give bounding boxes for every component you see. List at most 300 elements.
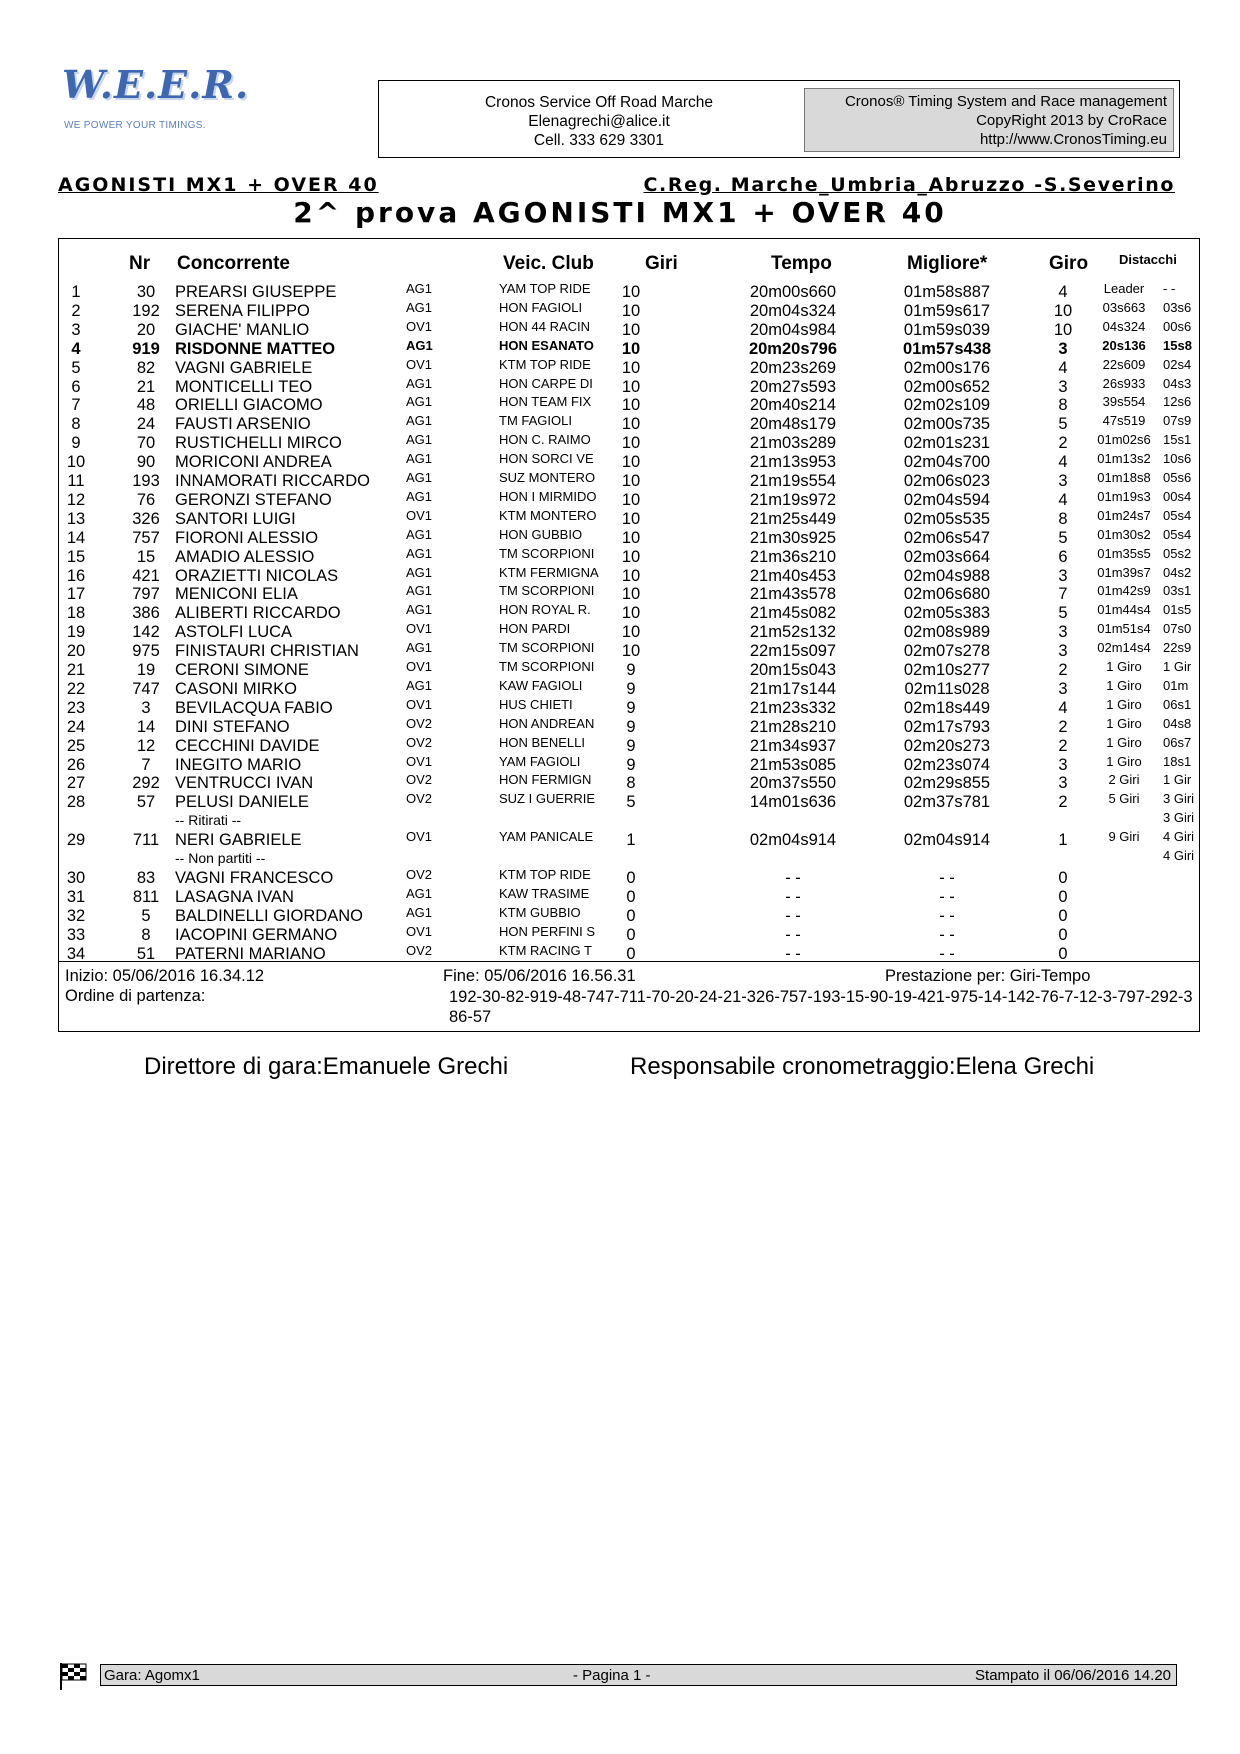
table-row bbox=[59, 696, 1199, 717]
row-position: 2 bbox=[71, 301, 81, 320]
section-label: -- Ritirati -- bbox=[175, 812, 242, 829]
row-position: 9 bbox=[71, 434, 81, 453]
row-gap-prev: 10s6 bbox=[1163, 451, 1192, 467]
row-best-lap: 3 bbox=[1058, 566, 1068, 585]
row-best-time: 01m59s617 bbox=[903, 301, 991, 320]
system-line: CopyRight 2013 by CroRace bbox=[976, 112, 1167, 129]
row-best-time: 02m05s383 bbox=[903, 604, 991, 623]
row-position: 25 bbox=[66, 736, 86, 755]
row-time: 21m30s925 bbox=[749, 528, 837, 547]
row-gap-prev: 07s9 bbox=[1163, 413, 1192, 429]
row-team: HON PERFINI S bbox=[499, 923, 596, 939]
footer-printed: Stampato il 06/06/2016 14.20 bbox=[975, 1667, 1171, 1684]
row-time: - - bbox=[785, 868, 801, 887]
row-number: 30 bbox=[136, 283, 156, 301]
row-team: HON ESANATO bbox=[499, 337, 594, 353]
row-best-lap: 6 bbox=[1058, 547, 1068, 566]
row-gap-leader: 01m18s8 bbox=[1097, 470, 1151, 485]
row-time: 20m00s660 bbox=[749, 283, 837, 301]
row-best-lap: 4 bbox=[1058, 283, 1068, 301]
row-class: OV1 bbox=[406, 923, 433, 939]
row-laps: 10 bbox=[621, 585, 641, 604]
row-best-lap: 1 bbox=[1058, 831, 1068, 850]
row-class: AG1 bbox=[406, 281, 433, 296]
row-best-time: 02m06s680 bbox=[903, 585, 991, 604]
row-rider: MORICONI ANDREA bbox=[175, 453, 332, 472]
row-best-lap: 7 bbox=[1058, 585, 1068, 604]
row-position: 20 bbox=[66, 642, 86, 661]
row-class: OV2 bbox=[406, 734, 433, 750]
row-best-lap: 8 bbox=[1058, 396, 1068, 415]
row-number: 20 bbox=[136, 320, 156, 339]
row-position: 26 bbox=[66, 755, 86, 774]
table-row bbox=[59, 866, 1199, 887]
row-gap-leader: 1 Giro bbox=[1106, 753, 1142, 769]
row-position: 12 bbox=[66, 490, 86, 509]
row-position: 3 bbox=[71, 320, 81, 339]
row-laps: 9 bbox=[626, 661, 636, 679]
row-number: 421 bbox=[132, 566, 160, 585]
row-time: - - bbox=[785, 887, 801, 906]
row-time: 22m15s097 bbox=[749, 642, 837, 661]
row-position: 28 bbox=[66, 793, 86, 812]
table-row bbox=[59, 677, 1199, 698]
table-row bbox=[59, 885, 1199, 906]
row-best-lap: 4 bbox=[1058, 358, 1068, 377]
checkered-flag-icon bbox=[58, 1661, 88, 1691]
organizer-line: Elenagrechi@alice.it bbox=[528, 113, 670, 130]
row-gap-prev: 02s4 bbox=[1163, 356, 1192, 372]
row-position: 10 bbox=[66, 453, 86, 472]
section-label: -- Non partiti -- bbox=[175, 850, 266, 866]
row-gap-prev: 05s6 bbox=[1163, 470, 1192, 485]
row-best-lap: 2 bbox=[1058, 736, 1068, 755]
table-row bbox=[59, 337, 1199, 358]
row-time: 21m13s953 bbox=[749, 453, 837, 472]
row-position: 8 bbox=[71, 415, 81, 434]
row-best-time: 02m10s277 bbox=[903, 661, 991, 679]
row-gap-prev: 05s4 bbox=[1163, 507, 1192, 523]
row-number: 83 bbox=[136, 868, 156, 887]
row-gap-prev: 1 Gir bbox=[1163, 772, 1192, 788]
row-laps: 9 bbox=[626, 698, 636, 717]
row-gap-leader: 01m44s4 bbox=[1097, 602, 1151, 618]
table-row bbox=[59, 283, 1199, 301]
row-rider: GERONZI STEFANO bbox=[175, 490, 332, 509]
row-team: SUZ I GUERRIE bbox=[499, 791, 596, 807]
row-best-time: 02m01s231 bbox=[903, 434, 991, 453]
row-best-lap: 2 bbox=[1058, 793, 1068, 812]
table-row bbox=[59, 585, 1199, 603]
row-best-lap: 5 bbox=[1058, 528, 1068, 547]
row-best-time: 02m06s547 bbox=[903, 528, 991, 547]
row-time: - - bbox=[785, 906, 801, 925]
row-number: 192 bbox=[132, 301, 160, 320]
row-class: AG1 bbox=[406, 394, 433, 410]
row-time: 20m23s269 bbox=[749, 358, 837, 377]
row-laps: 10 bbox=[621, 415, 641, 434]
row-rider: NERI GABRIELE bbox=[175, 831, 302, 850]
row-gap-prev: 04s8 bbox=[1163, 715, 1192, 731]
row-laps: 0 bbox=[626, 868, 636, 887]
table-row bbox=[59, 942, 1199, 963]
row-team: KTM GUBBIO bbox=[499, 904, 581, 920]
row-gap-leader: 2 Giri bbox=[1108, 772, 1140, 788]
row-rider: LASAGNA IVAN bbox=[175, 887, 294, 906]
row-rider: MENICONI ELIA bbox=[175, 585, 298, 604]
row-gap-leader: 02m14s4 bbox=[1097, 640, 1151, 656]
row-best-time: 02m20s273 bbox=[903, 736, 991, 755]
row-team: HON SORCI VE bbox=[499, 451, 594, 467]
row-position: 31 bbox=[66, 887, 86, 906]
row-best-time: 02m29s855 bbox=[903, 774, 991, 793]
row-team: TM SCORPIONI bbox=[499, 545, 595, 561]
row-time: 21m17s144 bbox=[749, 679, 837, 698]
row-laps: 10 bbox=[621, 547, 641, 566]
row-best-lap: 2 bbox=[1058, 717, 1068, 736]
row-gap-leader: 1 Giro bbox=[1106, 677, 1142, 693]
row-gap-leader: 9 Giri bbox=[1108, 829, 1140, 845]
table-row bbox=[59, 526, 1199, 547]
row-gap-prev: 05s4 bbox=[1163, 526, 1192, 542]
logo-tagline: WE POWER YOUR TIMINGS. bbox=[64, 120, 206, 131]
table-row bbox=[59, 396, 1199, 414]
row-team: HON FERMIGN bbox=[499, 772, 592, 788]
row-gap-leader: 01m42s9 bbox=[1097, 583, 1151, 599]
row-gap-prev: 03s6 bbox=[1163, 299, 1192, 315]
table-row bbox=[59, 904, 1199, 925]
row-number: 811 bbox=[132, 887, 160, 906]
table-row bbox=[59, 831, 1199, 849]
table-row bbox=[59, 453, 1199, 471]
row-time: - - bbox=[785, 944, 801, 963]
row-gap-prev: 06s7 bbox=[1163, 734, 1192, 750]
table-row bbox=[59, 299, 1199, 320]
row-best-lap: 0 bbox=[1058, 906, 1068, 925]
row-class: AG1 bbox=[406, 545, 433, 561]
section-row bbox=[59, 812, 1199, 830]
row-rider: VAGNI GABRIELE bbox=[175, 358, 313, 377]
row-gap-leader: 01m13s2 bbox=[1097, 451, 1151, 467]
row-laps: 1 bbox=[626, 831, 636, 850]
header-best-lap: Giro bbox=[1049, 253, 1089, 274]
row-team: KTM TOP RIDE bbox=[499, 356, 591, 372]
row-gap-prev: 18s1 bbox=[1163, 753, 1192, 769]
row-team: YAM TOP RIDE bbox=[499, 281, 591, 296]
row-time: 20m04s324 bbox=[749, 301, 837, 320]
row-team: HON ANDREAN bbox=[499, 715, 595, 731]
row-best-lap: 0 bbox=[1058, 944, 1068, 963]
row-time: 21m43s578 bbox=[749, 585, 837, 604]
row-team: YAM FAGIOLI bbox=[499, 753, 581, 769]
row-time: 21m34s937 bbox=[749, 736, 837, 755]
row-position: 27 bbox=[66, 774, 86, 793]
system-line: http://www.CronosTiming.eu bbox=[979, 131, 1167, 148]
row-position: 15 bbox=[66, 547, 86, 566]
row-number: 12 bbox=[136, 736, 156, 755]
row-gap-prev: 4 Giri bbox=[1163, 829, 1195, 845]
row-team: TM SCORPIONI bbox=[499, 640, 595, 656]
row-time: 21m23s332 bbox=[749, 698, 837, 717]
row-best-lap: 10 bbox=[1053, 301, 1073, 320]
row-position: 22 bbox=[66, 679, 86, 698]
row-laps: 10 bbox=[621, 490, 641, 509]
row-gap-leader: 20s136 bbox=[1102, 337, 1146, 353]
row-number: 15 bbox=[136, 547, 156, 566]
row-number: 757 bbox=[132, 528, 160, 547]
row-rider: CERONI SIMONE bbox=[175, 661, 309, 679]
row-team: HON C. RAIMO bbox=[499, 432, 591, 448]
row-time: 20m37s550 bbox=[749, 774, 837, 793]
row-class: OV1 bbox=[406, 829, 433, 845]
logo-brand: W.E.E.R. bbox=[62, 62, 250, 107]
row-rider: INNAMORATI RICCARDO bbox=[175, 472, 370, 490]
row-rider: ASTOLFI LUCA bbox=[175, 623, 293, 642]
row-number: 193 bbox=[132, 472, 160, 490]
row-time: 21m36s210 bbox=[749, 547, 837, 566]
row-gap-prev: 05s2 bbox=[1163, 545, 1192, 561]
header-time: Tempo bbox=[771, 253, 832, 274]
row-gap-prev: 3 Giri bbox=[1163, 810, 1195, 826]
row-team: TM SCORPIONI bbox=[499, 659, 595, 674]
row-best-time: 02m18s449 bbox=[903, 698, 991, 717]
row-time: 14m01s636 bbox=[749, 793, 837, 812]
row-position: 6 bbox=[71, 377, 81, 396]
footer-page: - Pagina 1 - bbox=[573, 1667, 651, 1684]
row-laps: 10 bbox=[621, 528, 641, 547]
row-number: 386 bbox=[132, 604, 160, 623]
row-gap-prev: 15s8 bbox=[1163, 337, 1192, 353]
row-rider: RISDONNE MATTEO bbox=[175, 339, 336, 358]
row-team: KTM FERMIGNA bbox=[499, 564, 599, 580]
row-number: 57 bbox=[136, 793, 156, 812]
row-position: 19 bbox=[66, 623, 86, 642]
table-row bbox=[59, 375, 1199, 396]
row-position: 7 bbox=[71, 396, 81, 415]
race-director: Direttore di gara:Emanuele Grechi bbox=[144, 1053, 509, 1080]
table-row bbox=[59, 734, 1199, 755]
row-laps: 9 bbox=[626, 736, 636, 755]
row-team: HON CARPE DI bbox=[499, 375, 593, 391]
row-laps: 10 bbox=[621, 509, 641, 528]
row-time: 21m25s449 bbox=[749, 509, 837, 528]
row-gap-leader: 1 Giro bbox=[1106, 734, 1142, 750]
row-laps: 0 bbox=[626, 887, 636, 906]
row-rider: ORIELLI GIACOMO bbox=[175, 396, 323, 415]
row-gap-prev: 00s6 bbox=[1163, 318, 1192, 334]
row-best-lap: 8 bbox=[1058, 509, 1068, 528]
header-best: Migliore* bbox=[907, 253, 988, 274]
row-laps: 5 bbox=[626, 793, 636, 812]
row-laps: 10 bbox=[621, 320, 641, 339]
row-rider: INEGITO MARIO bbox=[175, 755, 302, 774]
row-best-lap: 3 bbox=[1058, 755, 1068, 774]
row-rider: CECCHINI DAVIDE bbox=[175, 736, 320, 755]
timing-system-box bbox=[804, 88, 1174, 152]
section-row bbox=[59, 850, 1199, 868]
row-gap-prev: 4 Giri bbox=[1163, 848, 1195, 863]
location-title: C.Reg. Marche_Umbria_Abruzzo -S.Severino bbox=[643, 174, 1175, 196]
row-gap-leader: 5 Giri bbox=[1108, 791, 1140, 807]
row-class: AG1 bbox=[406, 564, 433, 580]
row-rider: AMADIO ALESSIO bbox=[175, 547, 315, 566]
row-laps: 0 bbox=[626, 944, 636, 963]
row-class: OV1 bbox=[406, 507, 433, 523]
row-team: HUS CHIETI bbox=[499, 696, 573, 712]
row-best-time: 02m11s028 bbox=[904, 679, 990, 698]
row-team: TM FAGIOLI bbox=[499, 413, 572, 429]
row-best-lap: 0 bbox=[1058, 868, 1068, 887]
row-laps: 10 bbox=[621, 453, 641, 472]
row-team: HON PARDI bbox=[499, 621, 571, 637]
system-line: Cronos® Timing System and Race management bbox=[844, 93, 1167, 110]
row-laps: 10 bbox=[621, 339, 641, 358]
row-rider: ORAZIETTI NICOLAS bbox=[175, 566, 339, 585]
row-time: 21m03s289 bbox=[749, 434, 837, 453]
table-row bbox=[59, 488, 1199, 509]
row-class: AG1 bbox=[406, 677, 433, 693]
row-laps: 10 bbox=[621, 301, 641, 320]
row-best-lap: 3 bbox=[1058, 472, 1068, 490]
row-team: HON TEAM FIX bbox=[499, 394, 592, 410]
row-team: KAW TRASIME bbox=[499, 885, 590, 901]
row-team: HON BENELLI bbox=[499, 734, 585, 750]
row-best-lap: 3 bbox=[1058, 377, 1068, 396]
row-number: 7 bbox=[141, 755, 151, 774]
row-best-time: 01m58s887 bbox=[903, 283, 991, 301]
row-rider: PREARSI GIUSEPPE bbox=[175, 283, 337, 301]
row-class: OV2 bbox=[406, 791, 433, 807]
table-row bbox=[59, 415, 1199, 433]
row-class: OV2 bbox=[406, 715, 433, 731]
row-number: 76 bbox=[136, 490, 156, 509]
row-gap-leader: 39s554 bbox=[1102, 394, 1146, 410]
row-class: OV1 bbox=[406, 696, 433, 712]
row-time: 21m19s972 bbox=[749, 490, 837, 509]
row-best-time: 02m37s781 bbox=[903, 793, 991, 812]
row-number: 48 bbox=[136, 396, 156, 415]
row-class: OV1 bbox=[406, 621, 433, 637]
row-gap-prev: 3 Giri bbox=[1163, 791, 1195, 807]
row-best-lap: 3 bbox=[1058, 339, 1068, 358]
row-team: HON 44 RACIN bbox=[499, 318, 591, 334]
row-team: KTM RACING T bbox=[499, 942, 592, 958]
row-best-lap: 3 bbox=[1058, 642, 1068, 661]
row-time: 20m04s984 bbox=[749, 320, 837, 339]
row-laps: 10 bbox=[621, 604, 641, 623]
row-class: AG1 bbox=[406, 432, 433, 448]
row-best-time: 02m00s652 bbox=[903, 377, 991, 396]
table-row bbox=[59, 753, 1199, 774]
row-team: HON FAGIOLI bbox=[499, 299, 583, 315]
row-best-lap: 3 bbox=[1058, 679, 1068, 698]
row-best-time: - - bbox=[939, 887, 955, 906]
row-class: OV1 bbox=[406, 659, 433, 674]
row-number: 8 bbox=[141, 925, 151, 944]
row-class: AG1 bbox=[406, 526, 433, 542]
row-time: 21m40s453 bbox=[749, 566, 837, 585]
row-best-lap: 4 bbox=[1058, 698, 1068, 717]
row-best-time: 02m05s535 bbox=[903, 509, 991, 528]
row-best-lap: 0 bbox=[1058, 925, 1068, 944]
row-team: TM SCORPIONI bbox=[499, 583, 595, 599]
row-class: AG1 bbox=[406, 451, 433, 467]
row-team: KAW FAGIOLI bbox=[499, 677, 583, 693]
row-position: 16 bbox=[66, 566, 86, 585]
row-number: 19 bbox=[136, 661, 156, 679]
row-gap-leader: 1 Giro bbox=[1106, 715, 1142, 731]
row-best-lap: 3 bbox=[1058, 774, 1068, 793]
header-nr: Nr bbox=[129, 253, 151, 274]
row-time: - - bbox=[785, 925, 801, 944]
row-gap-prev: 04s3 bbox=[1163, 375, 1192, 391]
row-rider: FIORONI ALESSIO bbox=[175, 528, 319, 547]
row-time: 02m04s914 bbox=[749, 831, 837, 850]
row-gap-prev: - - bbox=[1163, 281, 1176, 296]
row-time: 21m53s085 bbox=[749, 755, 837, 774]
row-gap-leader: 01m30s2 bbox=[1097, 526, 1151, 542]
row-class: AG1 bbox=[406, 885, 433, 901]
table-row bbox=[59, 623, 1199, 641]
row-rider: CASONI MIRKO bbox=[175, 679, 297, 698]
row-gap-prev: 06s1 bbox=[1163, 696, 1192, 712]
row-class: AG1 bbox=[406, 488, 433, 504]
row-time: 21m45s082 bbox=[749, 604, 837, 623]
row-gap-leader: 26s933 bbox=[1102, 375, 1146, 391]
end-time: Fine: 05/06/2016 16.56.31 bbox=[443, 967, 636, 985]
row-best-time: 01m59s039 bbox=[903, 320, 991, 339]
row-time: 20m27s593 bbox=[749, 377, 837, 396]
row-time: 20m15s043 bbox=[749, 661, 837, 679]
row-number: 90 bbox=[136, 453, 156, 472]
row-team: YAM PANICALE bbox=[499, 829, 594, 845]
table-row bbox=[59, 923, 1199, 944]
table-row bbox=[59, 661, 1199, 679]
row-gap-prev: 01s5 bbox=[1163, 602, 1192, 618]
row-number: 51 bbox=[136, 944, 156, 963]
row-gap-leader: 01m02s6 bbox=[1097, 432, 1151, 448]
row-time: 21m19s554 bbox=[749, 472, 837, 490]
row-class: AG1 bbox=[406, 602, 433, 618]
row-gap-prev: 00s4 bbox=[1163, 488, 1192, 504]
row-rider: BEVILACQUA FABIO bbox=[175, 698, 333, 717]
start-order-label: Ordine di partenza: bbox=[65, 987, 206, 1005]
row-rider: PATERNI MARIANO bbox=[175, 944, 326, 963]
row-position: 24 bbox=[66, 717, 86, 736]
row-laps: 10 bbox=[621, 434, 641, 453]
organizer-line: Cell. 333 629 3301 bbox=[533, 132, 665, 149]
table-divider bbox=[59, 961, 1199, 962]
row-position: 1 bbox=[71, 283, 81, 301]
row-rider: IACOPINI GERMANO bbox=[175, 925, 338, 944]
row-number: 3 bbox=[141, 698, 151, 717]
row-rider: SERENA FILIPPO bbox=[175, 301, 310, 320]
row-class: AG1 bbox=[406, 470, 433, 485]
row-gap-leader: Leader bbox=[1103, 281, 1145, 296]
row-laps: 0 bbox=[626, 906, 636, 925]
row-laps: 10 bbox=[621, 358, 641, 377]
row-rider: PELUSI DANIELE bbox=[175, 793, 309, 812]
performance-basis: Prestazione per: Giri-Tempo bbox=[885, 967, 1091, 985]
row-position: 32 bbox=[66, 906, 86, 925]
start-order: 192-30-82-919-48-747-711-70-20-24-21-326-757-193-15-90-19-421-975-14-142-76-7-12-3-797-292-386-57 bbox=[449, 988, 1193, 1026]
row-number: 82 bbox=[136, 358, 156, 377]
row-best-time: 02m00s176 bbox=[903, 358, 991, 377]
table-row bbox=[59, 318, 1199, 339]
row-class: AG1 bbox=[406, 640, 433, 656]
table-row bbox=[59, 642, 1199, 660]
row-time: 21m52s132 bbox=[749, 623, 837, 642]
